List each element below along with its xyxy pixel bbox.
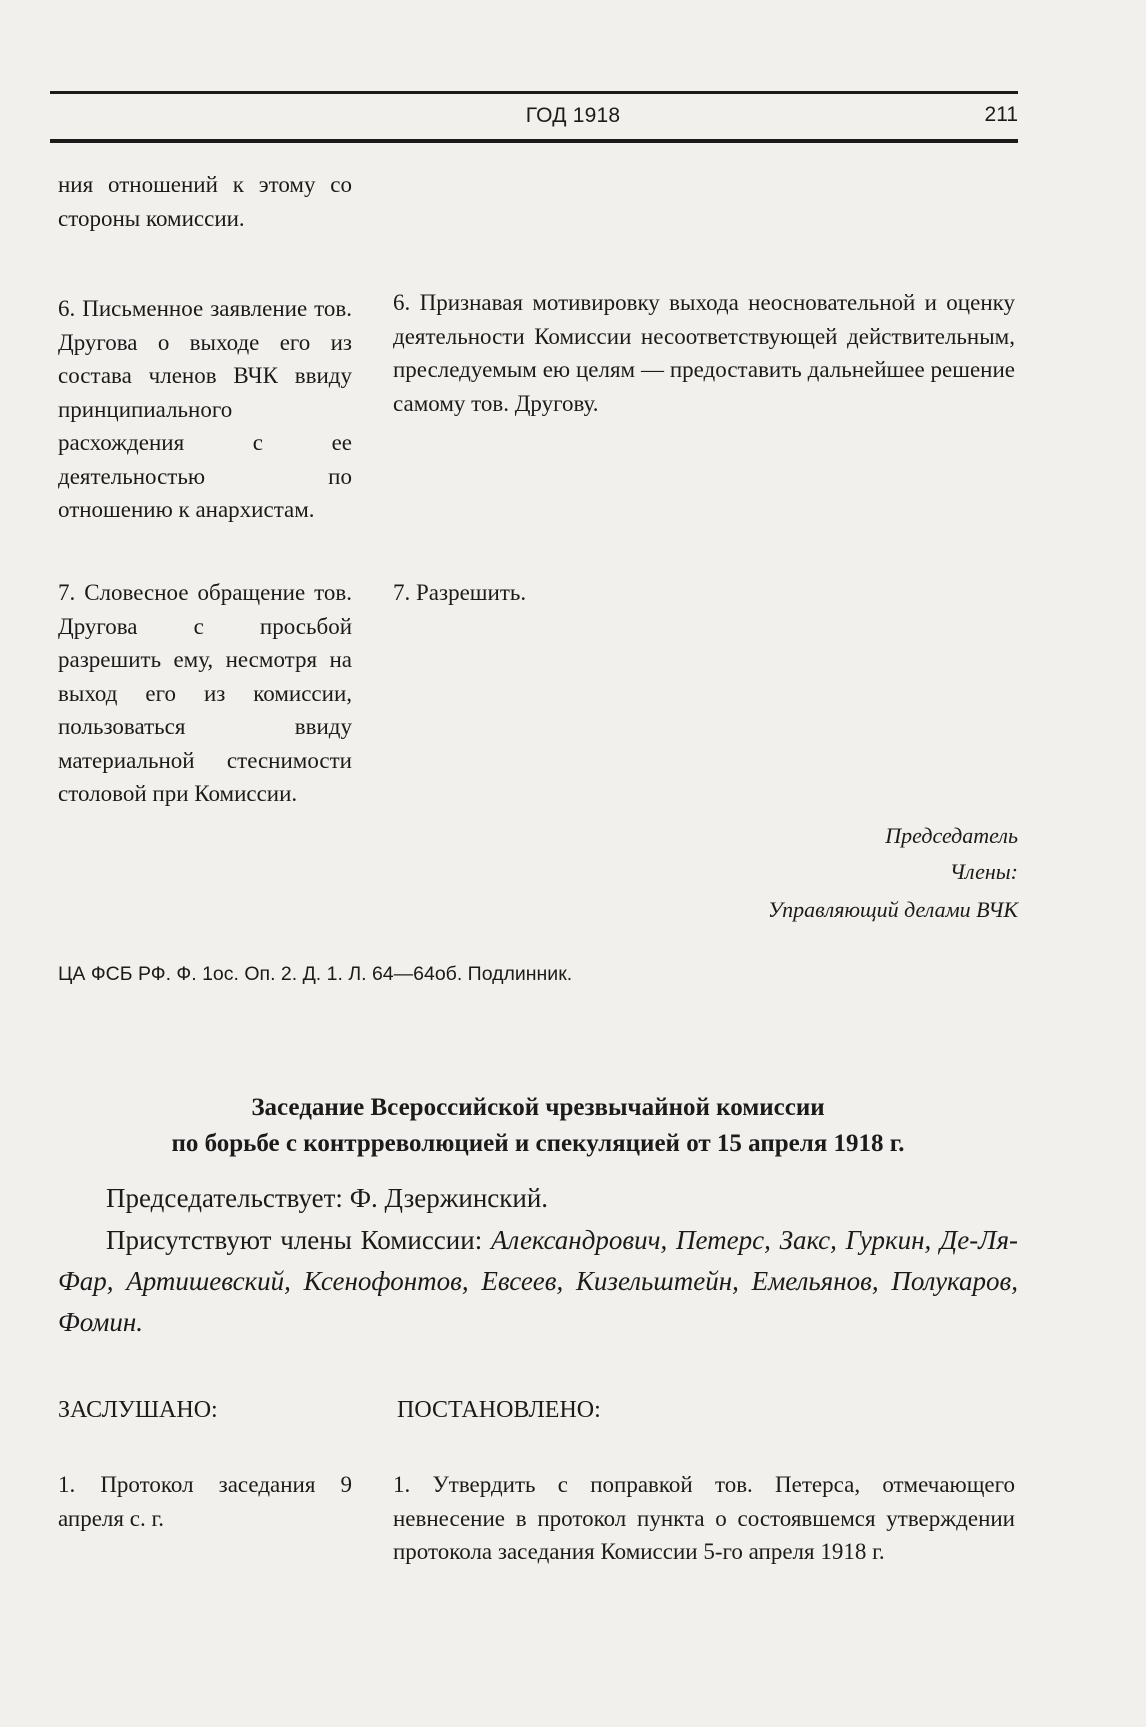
heard-heading: ЗАСЛУШАНО: xyxy=(58,1397,218,1423)
item-7-heard: 7. Словесное обращение тов. Другова с просьбой разрешить ему, несмотря на выход его из комиссии, пользоваться ввиду материальной стеснимости столовой при Комиссии. xyxy=(58,580,352,806)
page-number: 211 xyxy=(984,103,1018,126)
meeting-title-line-1: Заседание Всероссийской чрезвычайной комиссии xyxy=(251,1094,825,1121)
header-rule-top xyxy=(50,91,1018,94)
item-6-resolved: 6. Признавая мотивировку выхода неосновательной и оценку деятельности Комиссии несоответствующей действительным, преследуемым ею целям — предоставить дальнейшее решение самому тов. Другову. xyxy=(393,290,1015,416)
present-members xyxy=(58,1220,1018,1343)
chair-name: Ф. Дзержинский. xyxy=(349,1183,549,1213)
chair-label: Председательствует: xyxy=(106,1183,343,1213)
signature-members: Члены: xyxy=(949,859,1018,884)
item-5-heard-continued: ния отношений к этому со стороны комиссии. xyxy=(58,172,352,231)
signature-chairman: Председатель xyxy=(885,823,1018,848)
new-item-1-resolved: 1. Утвердить с поправкой тов. Петерса, отмечающего невнесение в протокол пункта о состоявшемся утверждении протокола заседания Комиссии 5-го апреля 1918 г. xyxy=(393,1472,1015,1564)
item-7-resolved: 7. Разрешить. xyxy=(393,580,527,605)
archival-source-note: ЦА ФСБ РФ. Ф. 1ос. Оп. 2. Д. 1. Л. 64—64об. Подлинник. xyxy=(58,963,573,985)
new-item-1-heard: 1. Протокол заседания 9 апреля с. г. xyxy=(58,1472,352,1531)
resolved-heading: ПОСТАНОВЛЕНО: xyxy=(397,1397,601,1423)
running-title: ГОД 1918 xyxy=(525,104,621,127)
header-rule-bottom xyxy=(50,139,1018,143)
signature-manager: Управляющий делами ВЧК xyxy=(767,897,1018,922)
present-label: Присутствуют члены Комиссии: xyxy=(106,1225,483,1255)
meeting-title-line-2: по борьбе с контрреволюцией и спекуляцией от 15 апреля 1918 г. xyxy=(171,1130,905,1157)
present-names: Александрович, Петерс, Закс, Гуркин, Де-Ля-Фар, Артишевский, Ксенофонтов, Евсеев, Кизельштейн, Емельянов, Полукаров, Фомин. xyxy=(58,1225,1019,1337)
presiding-line xyxy=(58,1178,1018,1219)
item-6-heard: 6. Письменное заявление тов. Другова о выходе его из состава членов ВЧК ввиду принципиального расхождения с ее деятельностью по отношению к анархистам. xyxy=(58,296,352,522)
